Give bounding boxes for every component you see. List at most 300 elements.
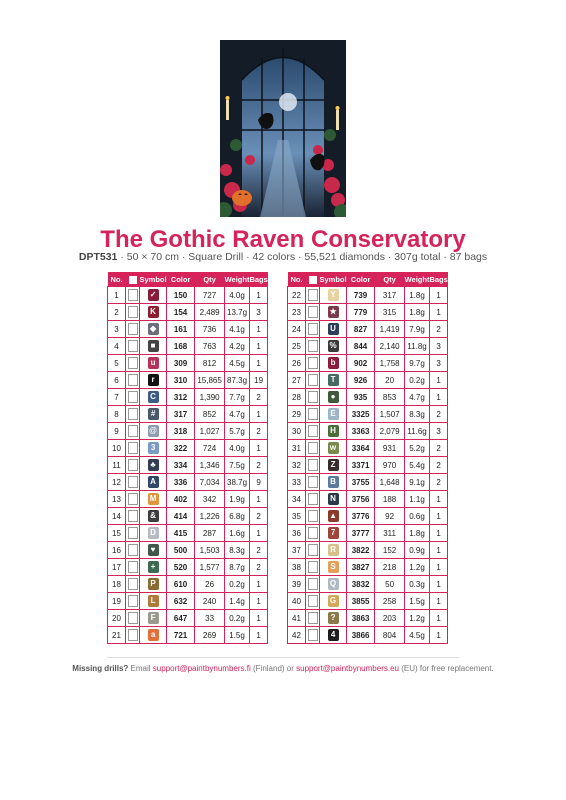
row-color-code: 168 <box>167 338 195 355</box>
row-color-code: 3832 <box>347 576 375 593</box>
row-bags: 1 <box>249 491 267 508</box>
row-number: 27 <box>288 372 306 389</box>
row-checkbox[interactable] <box>308 595 318 607</box>
row-bags: 3 <box>429 423 447 440</box>
row-checkbox-cell <box>306 627 320 644</box>
header-bags: Bags <box>249 272 267 287</box>
row-bags: 3 <box>429 355 447 372</box>
table-row <box>288 576 448 593</box>
row-number: 36 <box>288 525 306 542</box>
row-number: 29 <box>288 406 306 423</box>
row-checkbox-cell <box>126 304 140 321</box>
row-number: 1 <box>108 287 126 304</box>
table-row <box>108 440 268 457</box>
row-qty: 218 <box>375 559 405 576</box>
row-weight: 4.0g <box>225 440 250 457</box>
row-color-code: 317 <box>167 406 195 423</box>
row-checkbox[interactable] <box>308 578 318 590</box>
row-color-code: 3855 <box>347 593 375 610</box>
footer-lead: Missing drills? <box>72 664 129 673</box>
row-symbol-cell <box>320 389 347 406</box>
table-row <box>108 457 268 474</box>
row-color-code: 902 <box>347 355 375 372</box>
row-qty: 2,079 <box>375 423 405 440</box>
row-weight: 1.6g <box>225 525 250 542</box>
row-qty: 1,027 <box>195 423 225 440</box>
table-row <box>108 559 268 576</box>
drill-symbol-icon: # <box>148 408 159 420</box>
row-checkbox[interactable] <box>128 544 138 556</box>
drill-symbol-icon: ▲ <box>329 511 337 520</box>
table-row <box>288 593 448 610</box>
row-weight: 1.9g <box>225 491 250 508</box>
row-qty: 1,226 <box>195 508 225 525</box>
row-number: 8 <box>108 406 126 423</box>
row-qty: 311 <box>375 525 405 542</box>
table-row <box>288 542 448 559</box>
row-qty: 7,034 <box>195 474 225 491</box>
row-color-code: 154 <box>167 304 195 321</box>
drill-symbol-icon: B <box>328 476 339 488</box>
row-checkbox[interactable] <box>128 493 138 505</box>
row-symbol-cell <box>140 525 167 542</box>
row-bags: 19 <box>249 372 267 389</box>
row-checkbox[interactable] <box>308 476 318 488</box>
row-color-code: 415 <box>167 525 195 542</box>
row-checkbox[interactable] <box>128 425 138 437</box>
row-qty: 1,648 <box>375 474 405 491</box>
row-checkbox[interactable] <box>128 561 138 573</box>
row-checkbox[interactable] <box>308 391 318 403</box>
row-checkbox[interactable] <box>308 544 318 556</box>
header-color: Color <box>167 272 195 287</box>
row-color-code: 3364 <box>347 440 375 457</box>
row-qty: 317 <box>375 287 405 304</box>
row-qty: 1,346 <box>195 457 225 474</box>
row-checkbox[interactable] <box>308 408 318 420</box>
table-row <box>288 355 448 372</box>
row-number: 14 <box>108 508 126 525</box>
row-qty: 763 <box>195 338 225 355</box>
row-number: 17 <box>108 559 126 576</box>
raven-conservatory-image <box>220 40 346 217</box>
table-row <box>108 372 268 389</box>
table-row <box>108 355 268 372</box>
row-number: 26 <box>288 355 306 372</box>
row-weight: 0.3g <box>405 576 430 593</box>
table-row <box>108 304 268 321</box>
table-row <box>288 610 448 627</box>
row-symbol-cell <box>140 355 167 372</box>
row-weight: 0.2g <box>225 610 250 627</box>
row-color-code: 647 <box>167 610 195 627</box>
row-number: 3 <box>108 321 126 338</box>
row-checkbox-cell <box>306 321 320 338</box>
row-symbol-cell <box>140 338 167 355</box>
row-symbol-cell <box>140 406 167 423</box>
row-bags: 2 <box>249 423 267 440</box>
row-number: 22 <box>288 287 306 304</box>
row-checkbox[interactable] <box>128 578 138 590</box>
drill-symbol-icon: G <box>328 595 339 607</box>
row-qty: 1,503 <box>195 542 225 559</box>
row-checkbox[interactable] <box>128 340 138 352</box>
table-row <box>288 474 448 491</box>
row-bags: 1 <box>249 610 267 627</box>
row-symbol-cell <box>320 338 347 355</box>
row-color-code: 3863 <box>347 610 375 627</box>
row-symbol-cell <box>320 474 347 491</box>
row-qty: 315 <box>375 304 405 321</box>
row-number: 37 <box>288 542 306 559</box>
row-checkbox[interactable] <box>308 612 318 624</box>
row-weight: 6.8g <box>225 508 250 525</box>
row-number: 41 <box>288 610 306 627</box>
row-symbol-cell <box>320 457 347 474</box>
row-qty: 804 <box>375 627 405 644</box>
row-checkbox[interactable] <box>308 289 318 301</box>
row-weight: 4.5g <box>225 355 250 372</box>
row-weight: 8.3g <box>405 406 430 423</box>
drill-symbol-icon: R <box>328 544 339 556</box>
row-checkbox-cell <box>306 508 320 525</box>
row-checkbox[interactable] <box>308 527 318 539</box>
support-email-eu-link[interactable]: support@paintbynumbers.eu <box>296 664 399 673</box>
row-symbol-cell <box>320 406 347 423</box>
row-color-code: 827 <box>347 321 375 338</box>
row-checkbox[interactable] <box>308 459 318 471</box>
row-symbol-cell <box>140 287 167 304</box>
row-symbol-cell <box>320 423 347 440</box>
row-qty: 724 <box>195 440 225 457</box>
row-checkbox[interactable] <box>308 442 318 454</box>
table-row <box>108 389 268 406</box>
drill-symbol-icon: M <box>148 493 159 505</box>
row-checkbox-cell <box>126 627 140 644</box>
row-checkbox-cell <box>306 457 320 474</box>
row-number: 23 <box>288 304 306 321</box>
row-color-code: 3827 <box>347 559 375 576</box>
row-bags: 1 <box>429 559 447 576</box>
row-checkbox-cell <box>126 457 140 474</box>
row-symbol-cell <box>320 542 347 559</box>
support-email-fi-link[interactable]: support@paintbynumbers.fi <box>152 664 251 673</box>
row-number: 13 <box>108 491 126 508</box>
row-checkbox-cell <box>126 593 140 610</box>
row-color-code: 844 <box>347 338 375 355</box>
row-weight: 11.8g <box>405 338 430 355</box>
row-color-code: 161 <box>167 321 195 338</box>
row-weight: 87.3g <box>225 372 250 389</box>
header-check <box>126 272 140 287</box>
row-qty: 812 <box>195 355 225 372</box>
row-symbol-cell <box>320 593 347 610</box>
row-number: 32 <box>288 457 306 474</box>
row-checkbox[interactable] <box>308 357 318 369</box>
row-weight: 0.9g <box>405 542 430 559</box>
row-symbol-cell <box>320 627 347 644</box>
drill-symbol-icon: ? <box>328 612 339 624</box>
row-color-code: 414 <box>167 508 195 525</box>
row-checkbox[interactable] <box>128 408 138 420</box>
row-checkbox[interactable] <box>128 323 138 335</box>
row-color-code: 721 <box>167 627 195 644</box>
row-weight: 1.8g <box>405 287 430 304</box>
row-bags: 3 <box>429 338 447 355</box>
drill-symbol-icon: ♣ <box>148 459 159 471</box>
row-number: 5 <box>108 355 126 372</box>
row-weight: 4.7g <box>405 389 430 406</box>
table-row <box>288 406 448 423</box>
row-checkbox-cell <box>306 610 320 627</box>
row-qty: 970 <box>375 457 405 474</box>
pattern-specs: · 50 × 70 cm · Square Drill · 42 colors · 55,521 diamonds · 307g total · 87 bags <box>120 251 488 263</box>
row-checkbox[interactable] <box>128 357 138 369</box>
row-bags: 1 <box>249 338 267 355</box>
row-color-code: 3822 <box>347 542 375 559</box>
drill-symbol-icon: C <box>148 391 159 403</box>
row-checkbox-cell <box>306 440 320 457</box>
drill-symbol-icon: w <box>328 442 339 454</box>
row-checkbox-cell <box>306 355 320 372</box>
row-qty: 1,507 <box>375 406 405 423</box>
drill-symbol-icon: D <box>148 527 159 539</box>
row-qty: 931 <box>375 440 405 457</box>
row-qty: 258 <box>375 593 405 610</box>
row-weight: 0.6g <box>405 508 430 525</box>
row-qty: 727 <box>195 287 225 304</box>
row-symbol-cell <box>320 508 347 525</box>
row-weight: 4.0g <box>225 287 250 304</box>
row-symbol-cell <box>140 576 167 593</box>
row-bags: 2 <box>429 440 447 457</box>
row-checkbox-cell <box>126 559 140 576</box>
row-checkbox[interactable] <box>128 629 138 641</box>
drill-symbol-icon: ◆ <box>148 323 159 335</box>
row-color-code: 500 <box>167 542 195 559</box>
table-row <box>108 525 268 542</box>
row-checkbox[interactable] <box>308 561 318 573</box>
table-row <box>288 389 448 406</box>
row-weight: 38.7g <box>225 474 250 491</box>
row-bags: 2 <box>249 508 267 525</box>
row-checkbox-cell <box>126 474 140 491</box>
row-checkbox[interactable] <box>128 306 138 318</box>
drill-symbol-icon: u <box>148 357 159 369</box>
table-row <box>288 372 448 389</box>
drill-symbol-icon: ★ <box>329 307 337 316</box>
row-color-code: 3756 <box>347 491 375 508</box>
row-bags: 1 <box>249 355 267 372</box>
row-symbol-cell <box>320 355 347 372</box>
row-number: 9 <box>108 423 126 440</box>
table-row <box>108 593 268 610</box>
row-qty: 269 <box>195 627 225 644</box>
row-color-code: 310 <box>167 372 195 389</box>
row-symbol-cell <box>320 525 347 542</box>
row-bags: 2 <box>249 559 267 576</box>
row-weight: 1.4g <box>225 593 250 610</box>
row-weight: 1.2g <box>405 610 430 627</box>
row-checkbox[interactable] <box>128 459 138 471</box>
row-bags: 2 <box>249 457 267 474</box>
row-weight: 1.5g <box>405 593 430 610</box>
row-qty: 287 <box>195 525 225 542</box>
row-weight: 7.9g <box>405 321 430 338</box>
row-weight: 13.7g <box>225 304 250 321</box>
row-symbol-cell <box>320 440 347 457</box>
row-checkbox-cell <box>306 525 320 542</box>
row-weight: 4.1g <box>225 321 250 338</box>
row-checkbox[interactable] <box>128 289 138 301</box>
row-checkbox-cell <box>126 389 140 406</box>
row-checkbox[interactable] <box>128 374 138 386</box>
row-bags: 1 <box>429 372 447 389</box>
drill-symbol-icon: L <box>148 595 159 607</box>
row-bags: 2 <box>429 474 447 491</box>
row-weight: 8.3g <box>225 542 250 559</box>
drill-symbol-icon: & <box>148 510 159 522</box>
row-bags: 1 <box>429 287 447 304</box>
row-checkbox-cell <box>126 423 140 440</box>
footer-divider <box>107 657 459 658</box>
row-checkbox[interactable] <box>128 476 138 488</box>
row-bags: 2 <box>249 389 267 406</box>
row-number: 28 <box>288 389 306 406</box>
row-qty: 853 <box>375 389 405 406</box>
row-color-code: 3777 <box>347 525 375 542</box>
row-number: 24 <box>288 321 306 338</box>
row-checkbox[interactable] <box>128 595 138 607</box>
row-checkbox-cell <box>306 338 320 355</box>
footer-region-eu: (EU) for free replacement. <box>401 664 494 673</box>
header-check <box>306 272 320 287</box>
checkbox-icon <box>129 276 137 284</box>
row-checkbox[interactable] <box>308 425 318 437</box>
header-weight: Weight <box>405 272 430 287</box>
drill-symbol-icon: ♥ <box>148 544 159 556</box>
drill-symbol-icon: 4 <box>328 629 339 641</box>
row-weight: 7.7g <box>225 389 250 406</box>
row-qty: 203 <box>375 610 405 627</box>
row-number: 20 <box>108 610 126 627</box>
drill-symbol-icon: E <box>328 408 339 420</box>
row-checkbox[interactable] <box>308 323 318 335</box>
drill-symbol-icon: 3 <box>148 442 159 454</box>
row-symbol-cell <box>140 508 167 525</box>
row-symbol-cell <box>320 559 347 576</box>
row-number: 35 <box>288 508 306 525</box>
row-checkbox[interactable] <box>128 510 138 522</box>
row-qty: 240 <box>195 593 225 610</box>
row-checkbox[interactable] <box>308 629 318 641</box>
drill-symbol-icon: K <box>148 306 159 318</box>
table-row <box>108 508 268 525</box>
row-checkbox[interactable] <box>308 510 318 522</box>
row-qty: 20 <box>375 372 405 389</box>
row-color-code: 322 <box>167 440 195 457</box>
row-checkbox[interactable] <box>128 527 138 539</box>
row-color-code: 779 <box>347 304 375 321</box>
row-qty: 852 <box>195 406 225 423</box>
row-weight: 8.7g <box>225 559 250 576</box>
row-color-code: 739 <box>347 287 375 304</box>
row-checkbox-cell <box>126 287 140 304</box>
row-checkbox-cell <box>306 423 320 440</box>
row-symbol-cell <box>320 576 347 593</box>
row-color-code: 312 <box>167 389 195 406</box>
row-symbol-cell <box>140 593 167 610</box>
row-qty: 1,758 <box>375 355 405 372</box>
row-checkbox[interactable] <box>128 442 138 454</box>
header-qty: Qty <box>195 272 225 287</box>
row-checkbox-cell <box>306 406 320 423</box>
table-row <box>108 338 268 355</box>
row-bags: 3 <box>249 304 267 321</box>
row-number: 39 <box>288 576 306 593</box>
pattern-code: DPT531 <box>78 251 118 263</box>
row-weight: 5.4g <box>405 457 430 474</box>
row-checkbox[interactable] <box>308 374 318 386</box>
table-row <box>108 321 268 338</box>
row-checkbox[interactable] <box>308 306 318 318</box>
checkbox-icon <box>309 276 317 284</box>
row-number: 40 <box>288 593 306 610</box>
row-checkbox[interactable] <box>308 340 318 352</box>
drill-symbol-icon: U <box>328 323 339 335</box>
row-bags: 1 <box>429 389 447 406</box>
row-bags: 9 <box>249 474 267 491</box>
row-symbol-cell <box>140 474 167 491</box>
row-symbol-cell <box>140 372 167 389</box>
row-checkbox-cell <box>306 389 320 406</box>
row-number: 7 <box>108 389 126 406</box>
row-symbol-cell <box>320 287 347 304</box>
row-checkbox-cell <box>126 355 140 372</box>
drill-symbol-icon: a <box>148 629 159 641</box>
row-weight: 1.2g <box>405 559 430 576</box>
drill-symbol-icon: % <box>329 341 337 350</box>
row-checkbox-cell <box>306 576 320 593</box>
row-checkbox[interactable] <box>128 612 138 624</box>
row-number: 42 <box>288 627 306 644</box>
row-weight: 5.7g <box>225 423 250 440</box>
row-weight: 11.6g <box>405 423 430 440</box>
row-color-code: 3755 <box>347 474 375 491</box>
row-checkbox-cell <box>306 559 320 576</box>
table-row <box>288 627 448 644</box>
row-symbol-cell <box>320 491 347 508</box>
row-checkbox[interactable] <box>308 493 318 505</box>
row-color-code: 3363 <box>347 423 375 440</box>
row-color-code: 309 <box>167 355 195 372</box>
row-weight: 0.2g <box>405 372 430 389</box>
row-checkbox-cell <box>306 287 320 304</box>
table-row <box>108 610 268 627</box>
row-qty: 50 <box>375 576 405 593</box>
row-number: 6 <box>108 372 126 389</box>
row-bags: 2 <box>429 321 447 338</box>
row-weight: 5.2g <box>405 440 430 457</box>
row-symbol-cell <box>140 423 167 440</box>
row-symbol-cell <box>320 321 347 338</box>
drill-symbol-icon: Z <box>328 459 339 471</box>
row-checkbox[interactable] <box>128 391 138 403</box>
row-number: 12 <box>108 474 126 491</box>
table-row <box>108 423 268 440</box>
row-qty: 188 <box>375 491 405 508</box>
header-no: No. <box>108 272 126 287</box>
